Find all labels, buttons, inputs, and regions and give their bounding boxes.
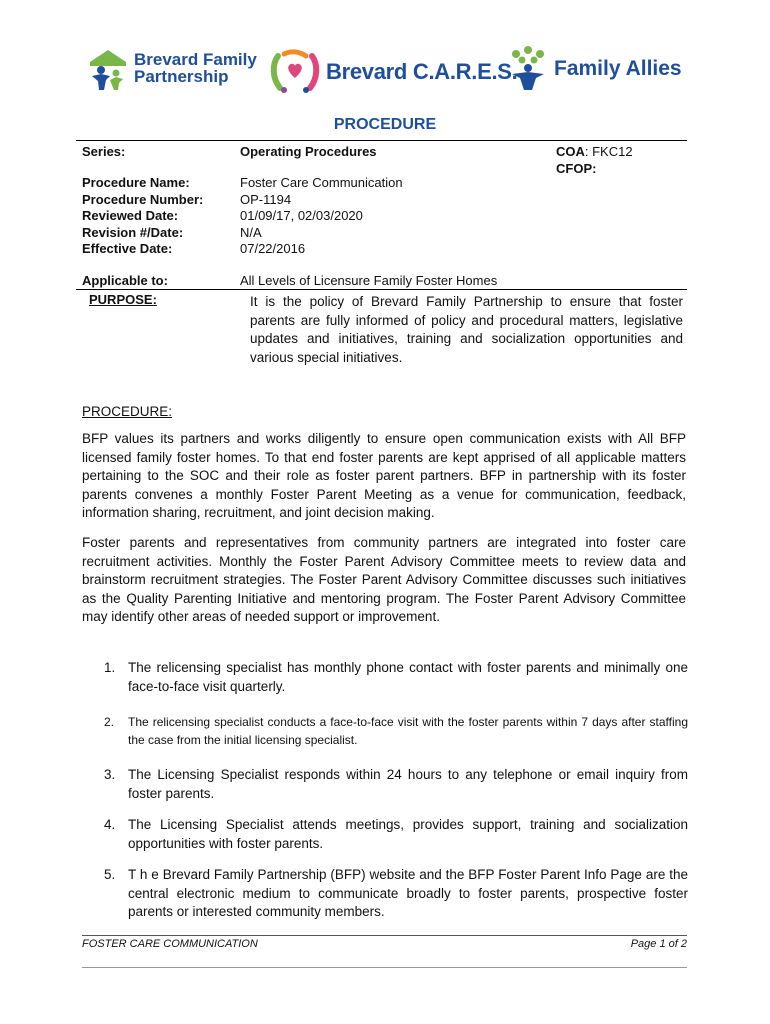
applicable-label: Applicable to: [82, 273, 168, 288]
field-values [240, 175, 403, 258]
reviewed-date-label: Reviewed Date: [82, 208, 179, 223]
effective-date-label: Effective Date: [82, 241, 173, 256]
procedure-number-label: Procedure Number: [82, 191, 204, 207]
title-divider [76, 140, 687, 141]
list-item [104, 866, 688, 922]
footer-divider [82, 935, 687, 936]
purpose-label: PURPOSE: [89, 292, 157, 307]
revision-date-label: Revision #/Date: [82, 224, 184, 240]
list-item-text: The relicensing specialist conducts a face-to-face visit with the foster parents within 7 days after staffing the case from the initial licensing specialist. [128, 715, 688, 747]
list-item-text: The Licensing Specialist attends meetings, provides support, training and socialization opportunities with foster parents. [128, 817, 688, 851]
procedure-number-value: OP-1194 [240, 191, 292, 207]
allies-name: Family Allies [554, 57, 682, 80]
allies-tree-icon [506, 44, 550, 94]
procedure-name-value: Foster Care Communication [240, 175, 403, 190]
cares-logo [270, 48, 517, 96]
footer-bottom-divider [82, 967, 687, 968]
bfp-name-line2: Partnership [134, 67, 229, 86]
coa-label: COA [556, 144, 585, 159]
list-item-text: The relicensing specialist has monthly phone contact with foster parents and minimally one face-to-face visit quarterly. [128, 660, 688, 694]
revision-date-value: N/A [240, 224, 262, 240]
procedure-name-label: Procedure Name: [82, 175, 190, 190]
list-item [104, 766, 688, 803]
allies-logo [506, 44, 682, 94]
bfp-name-line1: Brevard Family [134, 50, 257, 69]
cares-hands-icon [270, 48, 320, 96]
coa-field [556, 144, 633, 159]
cfop-label: CFOP: [556, 161, 597, 176]
applicable-divider [76, 289, 687, 290]
applicable-value: All Levels of Licensure Family Foster Homes [240, 273, 498, 288]
series-label: Series: [82, 144, 126, 159]
footer-page-number: Page 1 of 2 [630, 938, 687, 950]
body-paragraph-1: BFP values its partners and works diligently to ensure open communication exists with All BFP licensed family foster homes. To that end foster parents are kept apprised of all applicable matters pertaining to the SOC and their role as foster parent partners. BFP in partnership with its foster parents convenes a monthly Foster Parent Meeting as a venue for communication, feedback, information sharing, recruitment, and joint decision making. [82, 431, 686, 520]
list-item [104, 816, 688, 853]
list-item-number: 1. [104, 660, 116, 675]
list-item-number: 3. [104, 767, 116, 782]
list-item-text: The Licensing Specialist responds within 24 hours to any telephone or email inquiry from foster parents. [128, 767, 688, 801]
list-item [104, 659, 688, 696]
field-labels [82, 175, 203, 258]
procedure-label: PROCEDURE: [82, 404, 173, 419]
coa-value: : FKC12 [584, 144, 633, 159]
purpose-text: It is the policy of Brevard Family Partnership to ensure that foster parents are fully informed of policy and procedural matters, legislative updates and initiatives, training and socialization opportunities and various special initiatives. [250, 294, 683, 365]
series-value: Operating Procedures [240, 144, 377, 159]
body-paragraph-2: Foster parents and representatives from community partners are integrated into foster care recruitment activities. Monthly the Foster Parent Advisory Committee meets to review data and brainstorm recruitment strategies. The Foster Parent Advisory Committee discusses such initiatives as the Quality Parenting Initiative and mentoring program. The Foster Parent Advisory Committee may identify other areas of needed support or improvement. [82, 535, 686, 624]
bfp-logo [86, 46, 257, 90]
list-item-number: 4. [104, 817, 116, 832]
list-item-number: 2. [104, 715, 115, 729]
reviewed-date-value: 01/09/17, 02/03/2020 [240, 208, 363, 223]
cares-name: Brevard C.A.R.E.S. [326, 59, 518, 84]
bfp-family-icon [86, 46, 130, 90]
list-item [104, 714, 688, 749]
list-item-text: T h e Brevard Family Partnership (BFP) website and the BFP Foster Parent Info Page are the central electronic medium to communicate broadly to foster parents, prospective foster parents or interested community members. [128, 867, 688, 919]
list-item-number: 5. [104, 867, 116, 882]
page-title: PROCEDURE [333, 116, 437, 133]
footer-title: FOSTER CARE COMMUNICATION [82, 938, 258, 950]
effective-date-value: 07/22/2016 [240, 241, 306, 256]
